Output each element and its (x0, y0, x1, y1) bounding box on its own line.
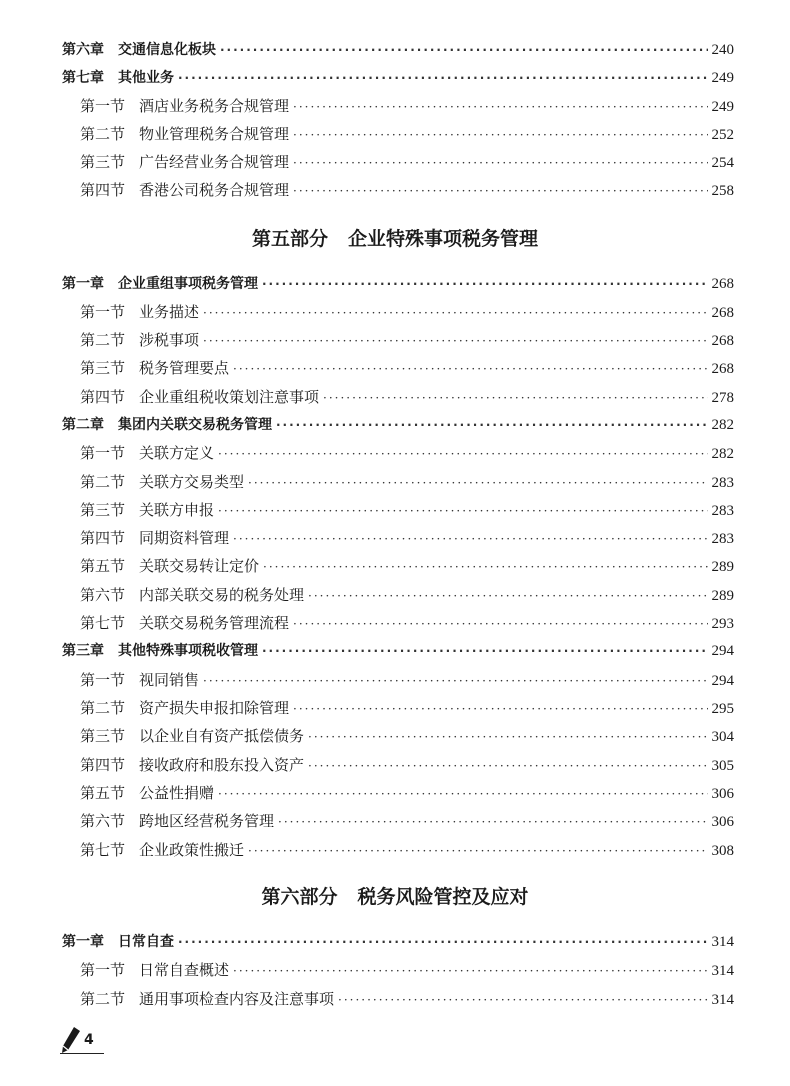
entry-label: 第二章 (62, 417, 104, 433)
entry-page: 289 (711, 588, 734, 604)
toc-section-entry[interactable] (80, 987, 734, 1011)
part-label: 第五部分 (251, 228, 328, 250)
dot-leader (203, 329, 707, 353)
dot-leader (323, 386, 707, 410)
toc-section-entry[interactable] (80, 526, 734, 550)
toc-section-entry[interactable] (80, 696, 734, 720)
entry-label: 第四节 (80, 388, 126, 406)
entry-label: 第二节 (80, 473, 126, 491)
entry-page: 240 (711, 42, 734, 58)
toc-section-entry[interactable] (80, 356, 734, 380)
toc-section-entry[interactable] (80, 554, 734, 578)
entry-label: 第一节 (80, 303, 126, 321)
toc-section-entry[interactable] (80, 178, 734, 202)
toc-section-entry[interactable] (80, 809, 734, 833)
entry-page: 314 (711, 963, 734, 979)
entry-label: 第三节 (80, 153, 126, 171)
entry-label: 第七节 (80, 841, 126, 859)
entry-page: 295 (711, 701, 734, 717)
entry-title: 日常自查概述 (139, 961, 230, 979)
dot-leader (262, 272, 708, 296)
entry-title: 视同销售 (139, 671, 200, 689)
entry-page: 306 (711, 786, 734, 802)
page-footer (60, 1026, 120, 1056)
toc-section-entry[interactable] (80, 781, 734, 805)
entry-title: 同期资料管理 (139, 529, 230, 547)
toc-chapter-entry[interactable] (62, 639, 734, 663)
entry-label: 第二节 (80, 699, 126, 717)
toc-section-entry[interactable] (80, 328, 734, 352)
entry-page: 268 (711, 333, 734, 349)
entry-label: 第五节 (80, 557, 126, 575)
entry-label: 第三节 (80, 727, 126, 745)
entry-label: 第一章 (62, 934, 104, 950)
dot-leader (308, 754, 707, 778)
entry-title: 其他特殊事项税收管理 (118, 643, 258, 659)
toc-chapter-entry[interactable] (62, 38, 734, 62)
entry-label: 第七章 (62, 70, 104, 86)
entry-page: 268 (711, 361, 734, 377)
entry-label: 第六章 (62, 42, 104, 58)
dot-leader (218, 782, 707, 806)
toc-section-entry[interactable] (80, 958, 734, 982)
dot-leader (293, 151, 707, 175)
entry-label: 第六节 (80, 586, 126, 604)
toc-section-entry[interactable] (80, 498, 734, 522)
entry-page: 293 (711, 616, 734, 632)
dot-leader (308, 584, 707, 608)
entry-page: 306 (711, 814, 734, 830)
entry-page: 249 (711, 70, 734, 86)
entry-title: 关联方申报 (139, 501, 215, 519)
toc-section-entry[interactable] (80, 441, 734, 465)
entry-page: 314 (711, 934, 734, 950)
entry-title: 公益性捐赠 (139, 784, 215, 802)
dot-leader (293, 123, 707, 147)
dot-leader (178, 930, 708, 954)
toc-section-entry[interactable] (80, 668, 734, 692)
entry-page: 282 (711, 446, 734, 462)
entry-label: 第三节 (80, 501, 126, 519)
entry-page: 258 (711, 183, 734, 199)
entry-label: 第四节 (80, 529, 126, 547)
entry-title: 酒店业务税务合规管理 (139, 97, 290, 115)
entry-label: 第六节 (80, 812, 126, 830)
entry-page: 254 (711, 155, 734, 171)
entry-title: 企业政策性搬迁 (139, 841, 245, 859)
entry-page: 268 (711, 276, 734, 292)
entry-title: 税务管理要点 (139, 359, 230, 377)
dot-leader (293, 179, 707, 203)
entry-page: 294 (711, 673, 734, 689)
entry-title: 业务描述 (139, 303, 200, 321)
entry-title: 通用事项检查内容及注意事项 (139, 990, 335, 1008)
dot-leader (218, 499, 707, 523)
entry-title: 关联交易税务管理流程 (139, 614, 290, 632)
pen-icon (60, 1026, 82, 1054)
dot-leader (293, 95, 707, 119)
toc-section-entry[interactable] (80, 300, 734, 324)
entry-page: 282 (711, 417, 734, 433)
entry-title: 集团内关联交易税务管理 (118, 417, 272, 433)
entry-label: 第二节 (80, 125, 126, 143)
dot-leader (293, 697, 707, 721)
entry-title: 内部关联交易的税务处理 (139, 586, 305, 604)
toc-chapter-entry[interactable] (62, 66, 734, 90)
entry-page: 304 (711, 729, 734, 745)
dot-leader (263, 555, 707, 579)
entry-page: 308 (711, 843, 734, 859)
entry-title: 日常自查 (118, 934, 174, 950)
entry-title: 关联方交易类型 (139, 473, 245, 491)
toc-chapter-entry[interactable] (62, 930, 734, 954)
entry-title: 关联方定义 (139, 444, 215, 462)
entry-label: 第二节 (80, 331, 126, 349)
entry-label: 第五节 (80, 784, 126, 802)
entry-label: 第三章 (62, 643, 104, 659)
entry-label: 第一节 (80, 97, 126, 115)
entry-label: 第一节 (80, 961, 126, 979)
entry-label: 第七节 (80, 614, 126, 632)
entry-label: 第一节 (80, 671, 126, 689)
entry-label: 第二节 (80, 990, 126, 1008)
dot-leader (203, 301, 707, 325)
toc-section-entry[interactable] (80, 724, 734, 748)
entry-page: 283 (711, 475, 734, 491)
part-label: 第六部分 (261, 886, 338, 908)
entry-title: 涉税事项 (139, 331, 200, 349)
entry-title: 关联交易转让定价 (139, 557, 260, 575)
entry-title: 企业重组事项税务管理 (118, 276, 258, 292)
entry-page: 249 (711, 99, 734, 115)
part-heading (0, 882, 790, 912)
dot-leader (178, 66, 708, 90)
footer-rule (60, 1053, 104, 1054)
entry-title: 广告经营业务合规管理 (139, 153, 290, 171)
entry-title: 香港公司税务合规管理 (139, 181, 290, 199)
entry-page: 305 (711, 758, 734, 774)
dot-leader (262, 639, 708, 663)
entry-label: 第四节 (80, 181, 126, 199)
entry-title: 企业重组税收策划注意事项 (139, 388, 320, 406)
dot-leader (278, 810, 707, 834)
toc-section-entry[interactable] (80, 122, 734, 146)
entry-label: 第一章 (62, 276, 104, 292)
page-number: 4 (84, 1032, 94, 1048)
entry-page: 289 (711, 559, 734, 575)
entry-label: 第三节 (80, 359, 126, 377)
toc-section-entry[interactable] (80, 583, 734, 607)
entry-page: 278 (711, 390, 734, 406)
dot-leader (248, 471, 707, 495)
entry-label: 第四节 (80, 756, 126, 774)
dot-leader (338, 988, 707, 1012)
entry-title: 以企业自有资产抵偿债务 (139, 727, 305, 745)
dot-leader (218, 442, 707, 466)
dot-leader (233, 959, 707, 983)
toc-section-entry[interactable] (80, 94, 734, 118)
dot-leader (233, 527, 707, 551)
entry-title: 物业管理税务合规管理 (139, 125, 290, 143)
dot-leader (276, 413, 708, 437)
part-heading (0, 224, 790, 254)
entry-title: 其他业务 (118, 70, 174, 86)
dot-leader (308, 725, 707, 749)
toc-section-entry[interactable] (80, 753, 734, 777)
entry-page: 268 (711, 305, 734, 321)
toc-section-entry[interactable] (80, 838, 734, 862)
toc-section-entry[interactable] (80, 611, 734, 635)
entry-label: 第一节 (80, 444, 126, 462)
dot-leader (248, 839, 707, 863)
toc-section-entry[interactable] (80, 150, 734, 174)
entry-title: 接收政府和股东投入资产 (139, 756, 305, 774)
entry-page: 283 (711, 503, 734, 519)
entry-page: 294 (711, 643, 734, 659)
entry-title: 资产损失申报扣除管理 (139, 699, 290, 717)
dot-leader (233, 357, 707, 381)
dot-leader (220, 38, 708, 62)
entry-title: 交通信息化板块 (118, 42, 216, 58)
entry-page: 283 (711, 531, 734, 547)
part-title: 企业特殊事项税务管理 (348, 228, 539, 250)
toc-section-entry[interactable] (80, 385, 734, 409)
dot-leader (293, 612, 707, 636)
entry-page: 252 (711, 127, 734, 143)
entry-page: 314 (711, 992, 734, 1008)
part-title: 税务风险管控及应对 (357, 886, 529, 908)
toc-section-entry[interactable] (80, 470, 734, 494)
entry-title: 跨地区经营税务管理 (139, 812, 275, 830)
toc-chapter-entry[interactable] (62, 272, 734, 296)
dot-leader (203, 669, 707, 693)
toc-chapter-entry[interactable] (62, 413, 734, 437)
